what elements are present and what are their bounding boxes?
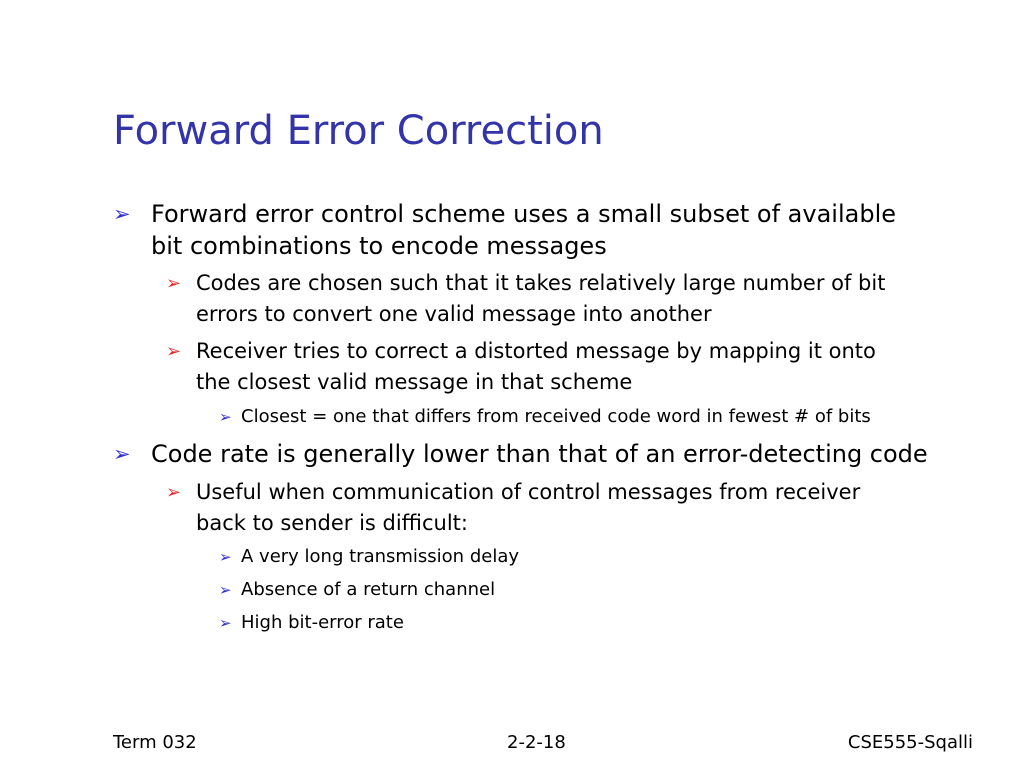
bullet-item	[166, 268, 886, 330]
bullet-arrow-icon: ➢	[219, 614, 232, 632]
bullet-arrow-icon: ➢	[113, 202, 131, 226]
bullet-text-line: the closest valid message in that scheme	[196, 370, 633, 394]
bullet-text-line: Codes are chosen such that it takes relatively large number of bit	[196, 271, 886, 295]
bullet-arrow-icon: ➢	[113, 442, 131, 466]
footer-center: 2-2-18	[507, 732, 566, 753]
bullet-item	[166, 336, 876, 398]
bullet-text-line: Forward error control scheme uses a small subset of available	[151, 200, 896, 228]
bullet-text-line: Closest = one that differs from received code word in fewest # of bits	[241, 406, 871, 427]
bullet-item	[113, 198, 896, 262]
bullet-item	[219, 609, 404, 637]
footer-right: CSE555-Sqalli	[847, 732, 973, 753]
bullet-text-line: bit combinations to encode messages	[151, 232, 607, 260]
bullet-item	[219, 403, 871, 431]
bullet-text-line: errors to convert one valid message into another	[196, 302, 712, 326]
bullet-item	[219, 576, 496, 604]
bullet-item	[166, 477, 861, 539]
bullet-arrow-icon: ➢	[166, 273, 182, 294]
slide-title: Forward Error Correction	[113, 108, 604, 154]
footer-left: Term 032	[113, 732, 197, 753]
bullet-arrow-icon: ➢	[166, 482, 182, 503]
bullet-item	[113, 438, 928, 470]
bullet-text-line: Code rate is generally lower than that of an error-detecting code	[151, 440, 928, 468]
bullet-text-line: High bit-error rate	[241, 612, 404, 633]
bullet-arrow-icon: ➢	[166, 341, 182, 362]
bullet-text-line: back to sender is difficult:	[196, 511, 468, 535]
bullet-arrow-icon: ➢	[219, 548, 232, 566]
bullet-item	[219, 543, 519, 571]
bullet-text-line: Receiver tries to correct a distorted message by mapping it onto	[196, 339, 876, 363]
bullet-text-line: A very long transmission delay	[241, 546, 519, 567]
bullet-text-line: Useful when communication of control messages from receiver	[196, 480, 861, 504]
bullet-text-line: Absence of a return channel	[241, 579, 496, 600]
bullet-arrow-icon: ➢	[219, 581, 232, 599]
bullet-arrow-icon: ➢	[219, 408, 232, 426]
